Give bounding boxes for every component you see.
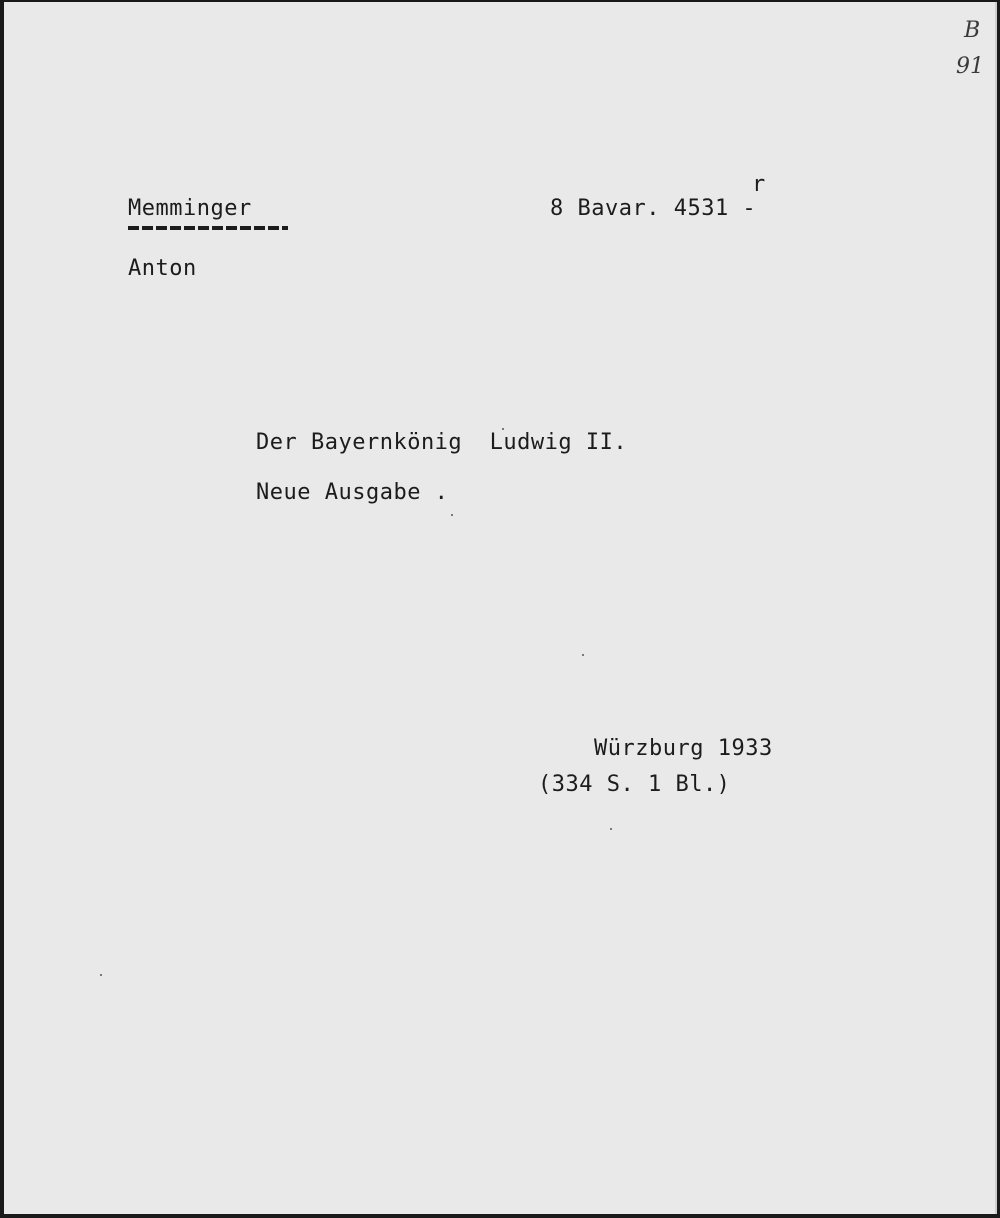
title-line-1: Der Bayernkönig Ludwig II.: [256, 430, 628, 455]
shelfmark: 8 Bavar. 4531 -: [550, 196, 757, 221]
author-underline: [128, 226, 288, 230]
catalog-card: [4, 2, 997, 1214]
paper-speck: [610, 828, 612, 830]
shelfmark-superscript: r: [752, 172, 766, 197]
corner-mark-top: B: [964, 18, 981, 43]
title-line-2: Neue Ausgabe .: [256, 480, 449, 505]
corner-mark-bottom: 91: [956, 54, 984, 79]
paper-speck: [100, 974, 102, 976]
author-given-name: Anton: [128, 256, 197, 281]
imprint-place-year: Würzburg 1933: [594, 736, 773, 761]
paper-speck: [451, 514, 453, 516]
paper-speck: [502, 428, 504, 430]
author-surname: Memminger: [128, 196, 252, 221]
collation: (334 S. 1 Bl.): [538, 772, 731, 797]
paper-speck: [582, 654, 584, 656]
